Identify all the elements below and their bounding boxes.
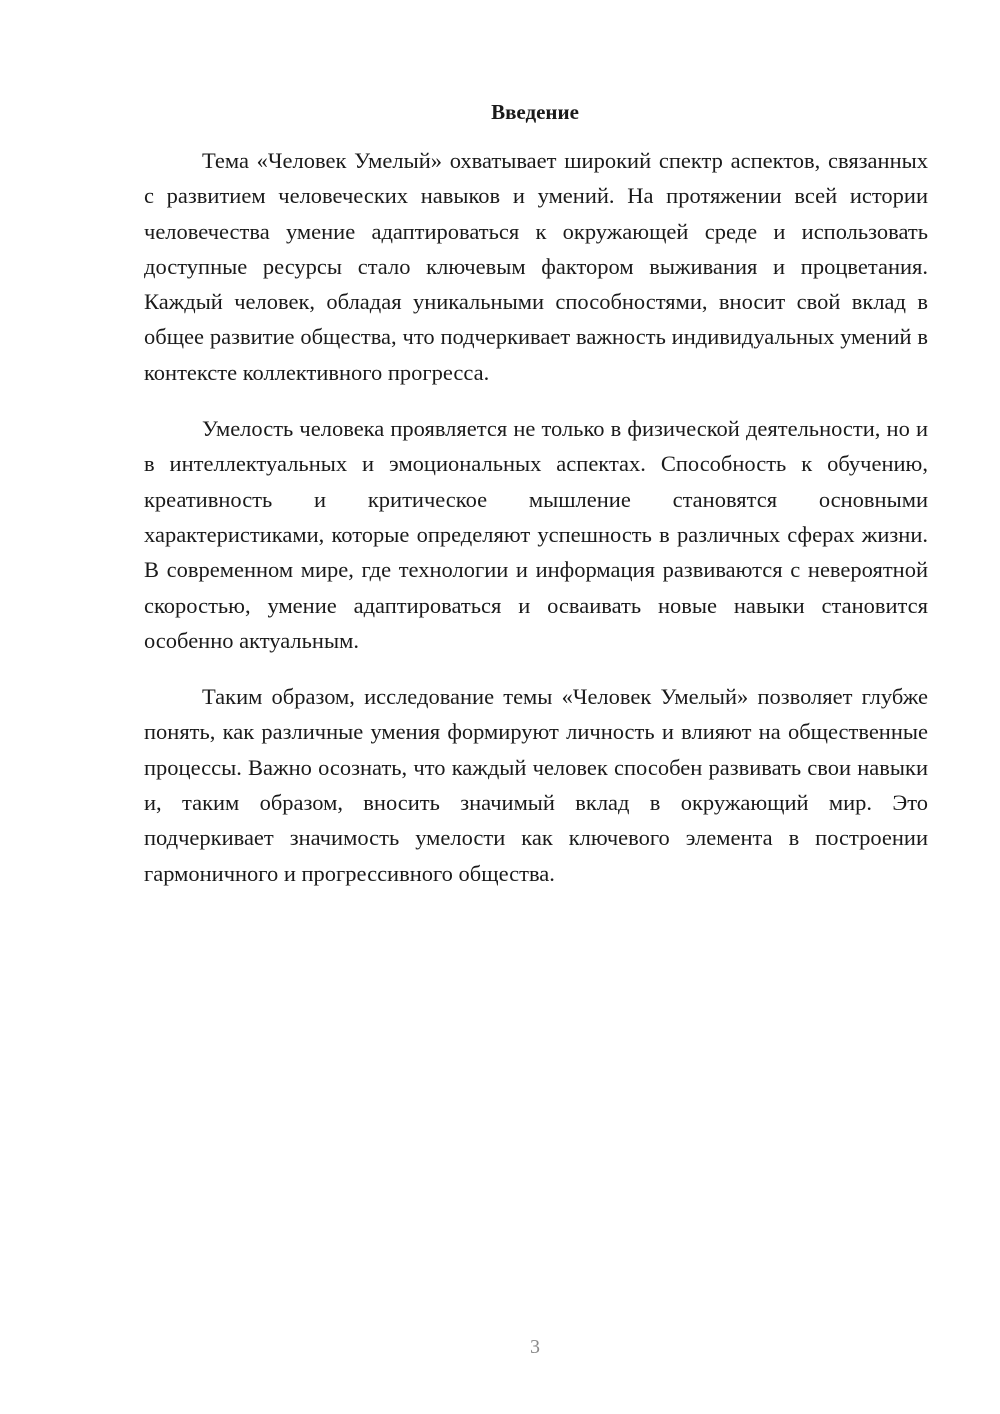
section-heading: Введение <box>491 100 579 124</box>
page-number: 3 <box>530 1336 540 1358</box>
body-text <box>144 143 928 912</box>
paragraph-2: Умелость человека проявляется не только в физической деятельности, но и в интеллектуальных и эмоциональных аспектах. Способность к обучению, креативность и критическое мышление становятся основными характеристиками, которые определяют успешность в различных сферах жизни. В современном мире, где технологии и информация развиваются с невероятной скоростью, умение адаптироваться и осваивать новые навыки становится особенно актуальным. <box>144 416 928 653</box>
paragraph-3: Таким образом, исследование темы «Человек Умелый» позволяет глубже понять, как различные умения формируют личность и влияют на общественные процессы. Важно осознать, что каждый человек способен развивать свои навыки и, таким образом, вносить значимый вклад в окружающий мир. Это подчеркивает значимость умелости как ключевого элемента в построении гармоничного и прогрессивного общества. <box>144 684 928 886</box>
paragraph-1: Тема «Человек Умелый» охватывает широкий спектр аспектов, связанных с развитием человеческих навыков и умений. На протяжении всей истории человечества умение адаптироваться к окружающей среде и использовать доступные ресурсы стало ключевым фактором выживания и процветания. Каждый человек, обладая уникальными способностями, вносит свой вклад в общее развитие общества, что подчеркивает важность индивидуальных умений в контексте коллективного прогресса. <box>144 148 928 385</box>
